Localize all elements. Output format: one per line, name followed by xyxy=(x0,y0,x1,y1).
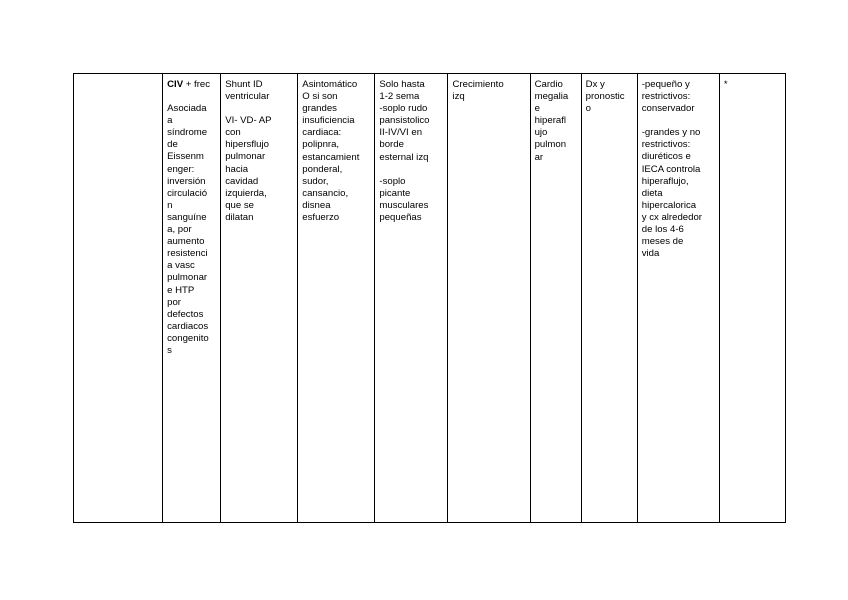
xray-cell xyxy=(530,74,581,523)
exam-findings-cell xyxy=(375,74,448,523)
treatment-small: -pequeño y restrictivos: conservador xyxy=(641,79,695,115)
pathophysiology-cell xyxy=(221,74,298,523)
diagnosis-text: Dx y pronostic o xyxy=(585,79,625,115)
condition-frequency: + frec xyxy=(183,79,211,90)
murmur-secondary: -soplo picante musculares pequeñas xyxy=(379,175,429,223)
condition-cell xyxy=(163,74,221,523)
shunt-type: Shunt ID ventricular xyxy=(225,79,270,103)
notes-cell xyxy=(719,74,785,523)
condition-association: Asociada a síndrome de Eissenm enger: inversión circulació n sanguíne a, por aumento resistenci a vasc pulmonar e HTP por defectos cardiacos congenito s xyxy=(167,103,209,356)
notes-mark: * xyxy=(723,79,728,90)
symptoms-cell xyxy=(298,74,375,523)
ecg-text: Crecimiento izq xyxy=(452,79,504,103)
treatment-large: -grandes y no restrictivos: diuréticos e IECA controla hiperaflujo, dieta hipercalorica y cx alrededor de los 4-6 meses de vida xyxy=(641,127,702,260)
condition-name: CIV xyxy=(167,79,184,90)
murmur-description: Solo hasta 1-2 sema -soplo rudo pansistolico II-IV/VI en borde esternal izq xyxy=(379,79,430,163)
diagnosis-cell xyxy=(581,74,637,523)
symptoms-text: Asintomático O si son grandes insuficiencia cardiaca: polipnra, estancamient ponderal, sudor, cansancio, disnea esfuerzo xyxy=(302,79,360,224)
table-row xyxy=(74,74,786,523)
xray-text: Cardio megalia e hiperafl ujo pulmon ar xyxy=(534,79,569,163)
clinical-notes-table xyxy=(73,73,786,523)
flow-description: VI- VD- AP con hipersflujo pulmonar hacia cavidad izquierda, que se dilatan xyxy=(225,115,272,223)
blank-label-cell xyxy=(74,74,163,523)
treatment-cell xyxy=(637,74,719,523)
ecg-cell xyxy=(448,74,530,523)
